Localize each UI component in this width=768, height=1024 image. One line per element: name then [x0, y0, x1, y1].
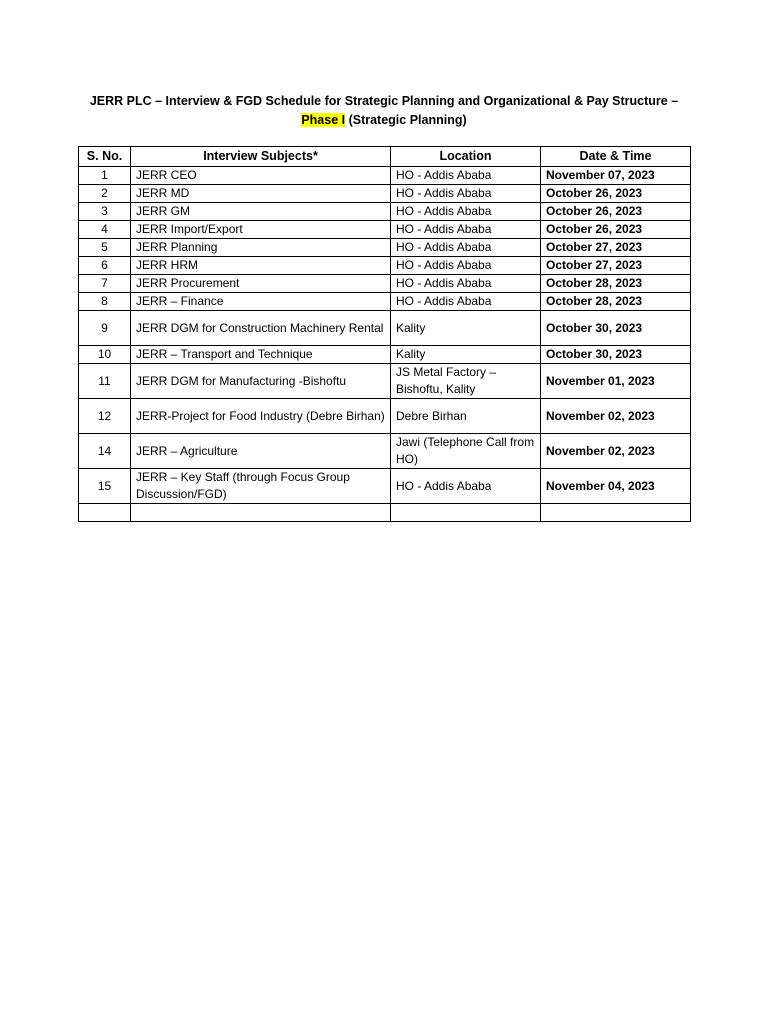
header-sno: S. No. [79, 147, 131, 167]
cell-location [391, 504, 541, 522]
cell-date: October 26, 2023 [541, 203, 691, 221]
document-title [78, 92, 690, 130]
cell-location: HO - Addis Ababa [391, 257, 541, 275]
cell-subject: JERR – Transport and Technique [131, 346, 391, 364]
cell-location: HO - Addis Ababa [391, 203, 541, 221]
header-row [79, 147, 691, 167]
table-body [79, 167, 691, 522]
cell-subject: JERR DGM for Construction Machinery Rental [131, 311, 391, 346]
cell-subject: JERR – Finance [131, 293, 391, 311]
table-header [79, 147, 691, 167]
table-row [79, 257, 691, 275]
cell-sno: 6 [79, 257, 131, 275]
cell-subject: JERR Procurement [131, 275, 391, 293]
cell-location: HO - Addis Ababa [391, 221, 541, 239]
cell-date: October 30, 2023 [541, 311, 691, 346]
cell-location: JS Metal Factory – Bishoftu, Kality [391, 364, 541, 399]
cell-subject: JERR Planning [131, 239, 391, 257]
cell-location: HO - Addis Ababa [391, 239, 541, 257]
cell-date: November 07, 2023 [541, 167, 691, 185]
cell-location: HO - Addis Ababa [391, 469, 541, 504]
cell-sno: 12 [79, 399, 131, 434]
cell-sno [79, 504, 131, 522]
cell-location: Debre Birhan [391, 399, 541, 434]
table-row [79, 203, 691, 221]
table-row [79, 293, 691, 311]
cell-date: November 02, 2023 [541, 434, 691, 469]
cell-subject: JERR Import/Export [131, 221, 391, 239]
table-row [79, 469, 691, 504]
cell-sno: 7 [79, 275, 131, 293]
cell-location: Kality [391, 311, 541, 346]
cell-date: October 27, 2023 [541, 257, 691, 275]
table-row [79, 167, 691, 185]
cell-subject: JERR HRM [131, 257, 391, 275]
cell-date: October 27, 2023 [541, 239, 691, 257]
cell-date: November 02, 2023 [541, 399, 691, 434]
cell-date: November 01, 2023 [541, 364, 691, 399]
header-subject: Interview Subjects* [131, 147, 391, 167]
cell-date: October 26, 2023 [541, 185, 691, 203]
cell-location: HO - Addis Ababa [391, 293, 541, 311]
cell-date: October 28, 2023 [541, 293, 691, 311]
cell-sno: 1 [79, 167, 131, 185]
cell-sno: 11 [79, 364, 131, 399]
cell-subject: JERR-Project for Food Industry (Debre Birhan) [131, 399, 391, 434]
table-row [79, 364, 691, 399]
title-line-2 [78, 111, 690, 130]
cell-sno: 10 [79, 346, 131, 364]
cell-sno: 14 [79, 434, 131, 469]
table-row [79, 504, 691, 522]
cell-sno: 3 [79, 203, 131, 221]
phase-highlight: Phase I [301, 113, 346, 127]
cell-date: October 26, 2023 [541, 221, 691, 239]
title-line-1: JERR PLC – Interview & FGD Schedule for Strategic Planning and Organizational & Pay Structure – [89, 94, 679, 108]
cell-location: Kality [391, 346, 541, 364]
table-row [79, 434, 691, 469]
cell-subject: JERR CEO [131, 167, 391, 185]
cell-location: Jawi (Telephone Call from HO) [391, 434, 541, 469]
cell-sno: 15 [79, 469, 131, 504]
cell-sno: 4 [79, 221, 131, 239]
cell-subject [131, 504, 391, 522]
cell-subject: JERR – Key Staff (through Focus Group Discussion/FGD) [131, 469, 391, 504]
cell-sno: 9 [79, 311, 131, 346]
cell-sno: 5 [79, 239, 131, 257]
cell-date [541, 504, 691, 522]
cell-location: HO - Addis Ababa [391, 167, 541, 185]
cell-subject: JERR DGM for Manufacturing -Bishoftu [131, 364, 391, 399]
cell-sno: 8 [79, 293, 131, 311]
table-row [79, 185, 691, 203]
cell-subject: JERR GM [131, 203, 391, 221]
table-row [79, 346, 691, 364]
cell-sno: 2 [79, 185, 131, 203]
table-row [79, 311, 691, 346]
cell-date: October 30, 2023 [541, 346, 691, 364]
cell-location: HO - Addis Ababa [391, 185, 541, 203]
cell-subject: JERR MD [131, 185, 391, 203]
header-date: Date & Time [541, 147, 691, 167]
header-location: Location [391, 147, 541, 167]
table-row [79, 221, 691, 239]
table-row [79, 239, 691, 257]
title-suffix: (Strategic Planning) [345, 113, 467, 127]
schedule-table [78, 146, 691, 522]
cell-subject: JERR – Agriculture [131, 434, 391, 469]
cell-location: HO - Addis Ababa [391, 275, 541, 293]
table-row [79, 399, 691, 434]
cell-date: October 28, 2023 [541, 275, 691, 293]
table-row [79, 275, 691, 293]
cell-date: November 04, 2023 [541, 469, 691, 504]
